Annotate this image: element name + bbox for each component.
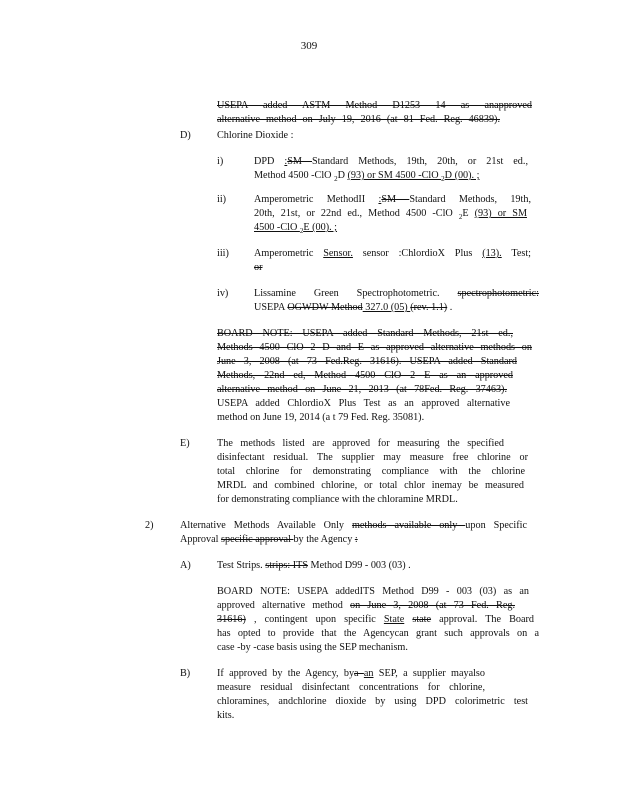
board-note-line: June 3, 2008 (at 73 Fed.Reg. 31616). USEPA added Standard [217, 356, 517, 367]
sub-label-iii: iii) [217, 248, 229, 259]
board-note-line: Methods 4500 ClO 2 D and E as approved alternative methods on [217, 342, 532, 353]
text-line: The methods listed are approved for measuring the specified [217, 438, 504, 449]
sub-label-ii: ii) [217, 194, 227, 205]
text-line: disinfectant residual. The supplier may measure free chlorine or [217, 452, 528, 463]
top-note-line: alternative method on July 19, 2016 (at 81 Fed. Reg. 46839). [217, 114, 500, 125]
board-note-line: has opted to provide that the Agencycan grant such approvals on a [217, 628, 539, 639]
board-note-line: BOARD NOTE: USEPA addedITS Method D99 - 003 (03) as an [217, 586, 529, 597]
text-line: If approved by the Agency, bya an SEP, a supplier mayalso [217, 668, 485, 679]
board-note-line: method on June 19, 2014 (a t 79 Fed. Reg. 35081). [217, 412, 425, 423]
text-line: or [254, 262, 263, 273]
text-line: Amperometric MethodII :SM Standard Methods, 19th, [254, 194, 531, 205]
text-line: total chlorine for demonstrating compliance with the chlorine [217, 466, 525, 477]
text-line: Test Strips. strips: ITS Method D99 - 003 (03) . [217, 560, 411, 571]
text-line: 20th, 21st, or 22nd ed., Method 4500 -ClO $_2$E (93) or SM [254, 208, 527, 222]
text-line: for demonstrating compliance with the chloramine MRDL. [217, 494, 458, 505]
board-note-line: BOARD NOTE: USEPA added Standard Methods, 21st ed., [217, 328, 513, 339]
page-number: 309 [300, 40, 318, 52]
text-line: MRDL and combined chlorine, or total chlor inemay be measured [217, 480, 524, 491]
text-line: Lissamine Green Spectrophotometric. spectrophotometric: [254, 288, 539, 299]
top-note-line: USEPA added ASTM Method D1253 14 as anapproved [217, 100, 532, 111]
heading-chlorine-dioxide: Chlorine Dioxide : [217, 130, 294, 141]
board-note-line: case -by -case basis using the SEP mechanism. [217, 642, 408, 653]
board-note-line: Methods, 22nd ed, Method 4500 ClO 2 E as an approved [217, 370, 513, 381]
text-line: 4500 -ClO $_2$E (00). ; [254, 222, 338, 236]
board-note-line: alternative method on June 21, 2013 (at 78Fed. Reg. 37463). [217, 384, 507, 395]
sub-label-iv: iv) [217, 288, 229, 299]
text-line: Amperometric Sensor. sensor :ChlordioX Plus (13). Test; [254, 248, 532, 259]
item-label-B: B) [180, 668, 191, 679]
item-label-A: A) [180, 560, 191, 571]
board-note-line: approved alternative method on June 3, 2008 (at 73 Fed. Reg. [217, 600, 515, 611]
text-line: measure residual disinfectant concentrations for chlorine, [217, 682, 485, 693]
section-label-2: 2) [145, 520, 154, 531]
item-label-D: D) [180, 130, 191, 141]
text-line: Alternative Methods Available Only methods available only upon Specific [180, 520, 527, 531]
sub-label-i: i) [217, 156, 224, 167]
board-note-line: 31616) , contingent upon specific State state approval. The Board [217, 614, 535, 625]
text-line: chloramines, andchlorine dioxide by using DPD colorimetric test [217, 696, 528, 707]
text-line: USEPA OGWDW Method 327.0 (05) (rev. 1.1) . [254, 302, 453, 313]
text-line: Approval specific approval by the Agency : [180, 534, 358, 545]
board-note-line: USEPA added ChlordioX Plus Test as an approved alternative [217, 398, 510, 409]
text-line: DPD :SM Standard Methods, 19th, 20th, or 21st ed., [254, 156, 528, 167]
item-label-E: E) [180, 438, 190, 449]
text-line: kits. [217, 710, 235, 721]
text-line: Method 4500 -ClO $_2$D (93) or SM 4500 -ClO $_2$D (00). ; [254, 170, 480, 184]
